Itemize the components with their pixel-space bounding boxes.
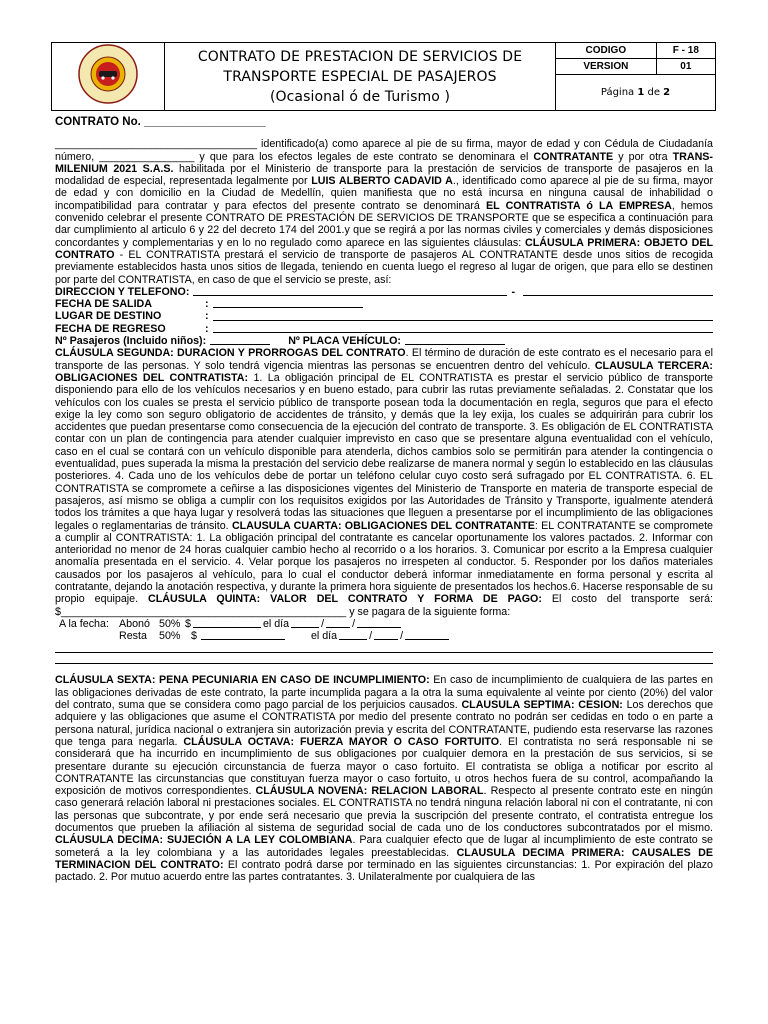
abono-day-blank [291,618,319,628]
clause-2-text: . El término de duración de este contrato es el necesario para el transporte de las personas. Y solo tendrá vigencia mientras las personas se encuentren dentro del vehículo. [55,347,713,372]
placa-blank [405,335,505,345]
resta-pct: 50% [159,630,181,643]
clause-4-text: : EL CONTRATANTE se compromete a cumplir al CONTRATISTA: 1. La obligación principal del contratante es cancelar oportunamente los valores pactados. 2. Informar con anterioridad no menor de 24 horas cualquier cambio hecho al recorrido o a los horarios. 3. Comunicar por escrito a la Empresa cualquier anomalía presentada en el servicio. 4. Velar porque los pasajeros no irrespeten al conductor. 5. Responder por los daños materiales causados por los pasajeros al vehículo, para lo cual el conductor deberá informar inmediatamente en forma personal y escrita al contratante, dejando la anotación respectiva, y durante la primera hora siguiente de presentados los hechos.6. Hacerse responsable de su propio equipaje. [55,519,714,606]
abono-slash-1: / [321,617,325,630]
salida-colon: : [205,298,209,311]
regreso-field [55,323,713,335]
abono-dollar: $ [185,617,191,630]
placa-label: Nº PLACA VEHÍCULO: [288,335,401,348]
page-prefix: Página [600,87,638,98]
salida-blank [213,298,363,308]
resta-label: Resta [119,630,147,643]
version-label: VERSION [556,59,657,75]
clause-9-text: . Respecto al presente contrato este en ningún caso generará relación laboral ni prestaciones sociales. EL CONTRATISTA no tendrá ninguna relación laboral ni con el contratante, ni con las personas que subcontrate, y por ende será necesario que previa la suscripción del presente contrato, el contratista entregue los documentos que prueben la afiliación al sistema de seguridad social de cada uno de los conductores subcontratados por el mismo. [55,785,713,835]
clause-3-text: 1. La obligación principal de EL CONTRATISTA es prestar el servicio público de transporte disponiendo para ello de los vehículos necesarios y en bueno estado, para cubrir las rutas previamente señaladas. 2. Constatar que los vehículos con los cuales se presta el servicio público de transporte posean toda la documentación en regla, seguros que para el efecto exige la ley como son seguro obligatorio de accidentes de tránsito, y demás que la ley exija, los cuales se adquirirán para cubrir los accidentes que puedan presentarse como consecuencia de la ejecución del contrato de transporte. 3. Es obligación de EL CONTRATISTA contar con un plan de contingencia para atender cualquier imprevisto en caso que se presentare alguna eventualidad con el vehículo, caso en el cual se contará con un vehículo disponible para atenderla, dichos cambios solo se permitirán para atender la contingencia o eventualidad, pues superada la misma la prestación del servicio debe realizarse de manera normal y según lo establecido en las cláusulas posteriores. 4. Cada uno de los vehículos debe de portar un teléfono celular cuyo costo será sufragado por EL CONTRATISTA. 6. EL CONTRATISTA se compromete a ceñirse a las disposiciones vigentes del Ministerio de Transporte en materia de transporte especial de pasajeros, así mismo se obliga a cumplir con los requisitos exigidos por las Autoridades de Tránsito y Transporte, igualmente atenderá todos los trámites a que haya lugar y resolverá todas las situaciones que lleguen a presentarse por el incumplimiento de las obligaciones legales o reglamentarias de tránsito. [55,371,713,532]
document-body [55,116,713,884]
clause-10-text: . Para cualquier efecto que de lugar al incumplimiento de este contrato se someterá a la ley colombiana y a las autoridades legales preestablecidas. [55,834,713,859]
codigo-value: F - 18 [656,43,715,59]
regreso-colon: : [205,322,209,335]
clause-4-title: CLAUSULA CUARTA: OBLIGACIONES DEL CONTRATANTE [231,519,535,532]
pasajeros-blank [210,335,270,345]
page-total: 2 [663,87,671,98]
a-la-fecha-label: A la fecha: [59,617,109,630]
regreso-label: FECHA DE REGRESO [55,322,166,335]
salida-label: FECHA DE SALIDA [55,298,152,311]
clause-11-title: CLAUSULA DECIMA PRIMERA: CAUSALES DE TERMINACION DEL CONTRATO: [55,846,714,871]
blank-line-1 [55,642,713,653]
abono-el-dia: el día [262,617,290,630]
destino-field [55,310,713,322]
clause-6-title: CLÁUSULA SEXTA: PENA PECUNIARIA EN CASO DE INCUMPLIMIENTO: [55,674,430,687]
direccion-label: DIRECCION Y TELEFONO: [55,285,190,298]
clauses-block-2 [55,674,713,883]
abono-pct: 50% [159,617,181,630]
clause-7-title: CLAUSULA SEPTIMA: CESION: [461,699,623,712]
page-indicator [556,75,716,111]
title-line-1: CONTRATO DE PRESTACION DE SERVICIOS DE [197,48,523,65]
resta-year-blank [405,630,449,640]
document-title [165,43,556,111]
intro-paragraph [55,138,713,286]
clause-2-title: CLÁUSULA SEGUNDA: DURACION Y PRORROGAS DEL CONTRATO [55,347,406,360]
clause-6-text: En caso de incumplimiento de cualquiera de las partes en las obligaciones derivadas de este contrato, la parte incumplida pagara a la otra la suma equivalente al veinte por ciento (20%) del valor del contrato, suma que se considera como pago parcial de los perjuicios causados. [55,674,713,712]
clause-1-text: - EL CONTRATISTA prestará el servicio de transporte de pasajeros AL CONTRATANTE desde unos sitios de recogida previamente establecidos hasta unos sitios de llegada, teniendo en cuenta luego el regreso al lugar de origen, que para ello se destinen por parte del CONTRATISTA, en caso de que el servicio se preste, así: [55,248,713,286]
intro-text-4: ., identificado como aparece al pie de su firma, mayor de edad y con domicilio en la Ciudad de Medellín, quien manifiesta que no está incursa en ninguna causal de inhabilidad o incompatibilidad para contratar y para efectos del presente contrato se denominará [55,175,714,212]
payment-row-resta [55,630,713,642]
clause-10-title: CLÁUSULA DECIMA: SUJECIÓN A LA LEY COLOMBIANA [55,834,353,847]
logo-cell [52,43,165,111]
document-header [51,42,716,111]
contratista-label: EL CONTRATISTA ó LA EMPRESA [486,199,672,212]
clause-8-text: . El contratista no será responsable ni se considerará que ha incurrido en incumplimiento de sus obligaciones por cualquier demora en la prestación de sus servicios, si se presentare durante su ejecución circunstancia de fuerza mayor o caso fortuito. El contratista se obliga a notificar por escrito al CONTRATANTE las circunstancias que constituyan fuerza mayor o caso fortuito, u otros hechos fuera de su control, acompañando la exposición de motivos correspondientes. [55,735,714,798]
destino-colon: : [205,310,209,323]
clause-8-title: CLÁUSULA OCTAVA: FUERZA MAYOR O CASO FORTUITO [183,735,500,748]
abono-month-blank [326,618,350,628]
abono-slash-2: / [352,617,356,630]
intro-text-1: __________________________________ identificado(a) como aparece al pie de su firma, mayor de edad y con Cédula de Ciudadanía número, ________________ y que para los efectos legales de este contrato se denominara el [55,138,713,163]
resta-month-blank [374,630,398,640]
clause-11-text: El contrato podrá darse por terminado en las siguientes circunstancias: 1. Por expiración del plazo pactado. 2. Por mutuo acuerdo entre las partes contratantes. 3. Unilateralmente por cualquiera de las [55,858,713,884]
abono-label: Abonó [119,617,150,630]
legal-representative: LUIS ALBERTO CADAVID A [311,175,453,188]
clause-1-title: CLÁUSULA PRIMERA: OBJETO DEL CONTRATO [55,236,713,261]
intro-text-2: y por otra [613,150,673,163]
direccion-blank [193,286,507,296]
salida-field [55,298,713,310]
telefono-blank [523,286,713,296]
contratante-label: CONTRATANTE [533,150,614,163]
clause-9-title: CLÁUSULA NOVENA: RELACION LABORAL [255,785,484,798]
clause-5-title: CLÁUSULA QUINTA: VALOR DEL CONTRATO Y FORMA DE PAGO: [148,593,542,606]
company-name: TRANS-MILENIUM 2021 S.A.S. [55,150,713,175]
intro-text-3: habilitada por el Ministerio de transporte para la prestación de servicios de transporte de pasajeros en la modalidad de especial, representada legalmente por [55,162,714,188]
page-current: 1 [637,87,645,98]
resta-el-dia: el día [310,630,338,643]
page-mid: de [644,87,664,98]
resta-slash-2: / [400,630,404,643]
title-line-3: (Ocasional ó de Turismo ) [269,88,451,105]
payment-row-abono [55,618,713,630]
clause-3-title: CLAUSULA TERCERA: OBLIGACIONES DEL CONTRATISTA: [55,359,713,384]
resta-dollar: $ [191,630,197,643]
abono-year-blank [357,618,401,628]
abono-amount-blank [193,618,261,628]
company-logo-icon [77,43,139,105]
intro-text-5: , hemos convenido celebrar el presente CONTRATO DE PRESTACIÓN DE SERVICIOS DE TRANSPORTE que se especifica a continuación para dar cumplimiento al articulo 6 y 22 del decreto 174 del 2001.y que se regirá a por las normas civiles y comerciales y demás disposiciones concordantes y complementarias y en lo no regulado como aparece en las siguientes cláusulas: [55,199,713,249]
blank-line-2 [55,653,713,664]
resta-slash-1: / [369,630,373,643]
pasajeros-label: Nº Pasajeros (Incluido niños): [55,335,207,348]
contract-number: CONTRATO No. ___________________ [55,116,266,128]
clause-7-text: Los derechos que adquiere y las obligaciones que asume el CONTRATISTA por medio del presente contrato no podrán ser cedidas en todo o en parte a persona natural, jurídica nacional o extranjera sin autorización previa y escrita del CONTRATANTE, pudiendo esta reservarse las razones que tenga para negarla. [55,699,714,748]
clauses-block-1 [55,347,713,618]
regreso-blank [213,323,713,333]
resta-day-blank [339,630,367,640]
pasajeros-field [55,335,713,347]
destino-label: LUGAR DE DESTINO [55,310,162,323]
title-line-2: TRANSPORTE ESPECIAL DE PASAJEROS [223,68,497,85]
direccion-field: DIRECCION Y TELEFONO: - [55,286,713,298]
resta-amount-blank [201,630,285,640]
version-value: 01 [656,59,715,75]
destino-blank [213,310,713,320]
clause-5-text: El costo del transporte será: $________________________________________________ y se pagara de la siguiente forma: [55,593,713,618]
codigo-label: CODIGO [556,43,657,59]
